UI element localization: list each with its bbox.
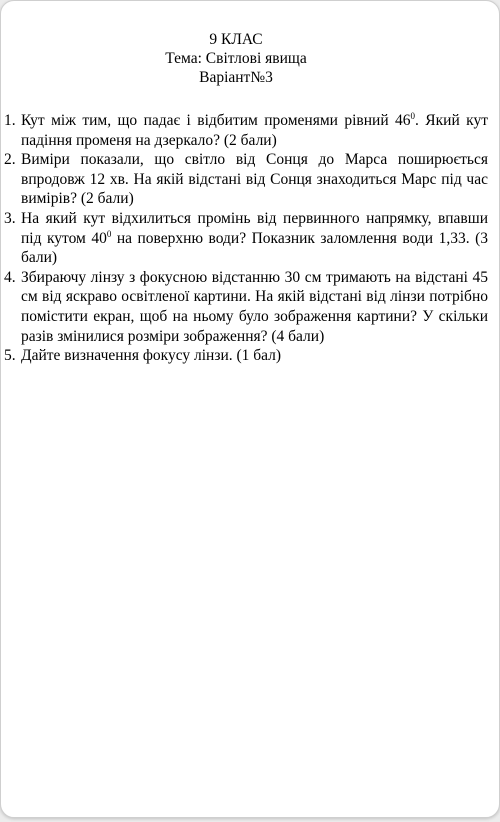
question-number: 2. xyxy=(4,151,16,169)
question-text-continued: на поверхню води? Показник заломлення води 1,33. (3 бали) xyxy=(21,229,488,267)
question-1 xyxy=(4,111,488,150)
variant-title: Варіант№3 xyxy=(199,69,273,86)
question-number: 3. xyxy=(4,209,16,227)
degree-superscript: 0 xyxy=(106,228,112,239)
question-number: 4. xyxy=(4,268,16,286)
worksheet-header xyxy=(1,30,471,87)
question-text-continued: . Який кут падіння променя на дзеркало? (2 бали) xyxy=(21,112,489,149)
question-text: Виміри показали, що світло від Сонця до Марса поширюється впродовж 12 хв. На якій відстані від Сонця знаходиться Марс під час вимірів? (2 бали) xyxy=(21,151,488,208)
question-2 xyxy=(4,150,488,209)
question-3 xyxy=(4,209,488,268)
question-4 xyxy=(4,268,488,346)
question-text: На який кут відхилиться промінь від первинного напрямку, впавши під кутом 40 xyxy=(21,209,488,247)
question-text: Кут між тим, що падає і відбитим променями рівний 46 xyxy=(21,112,411,129)
degree-superscript: 0 xyxy=(410,111,416,121)
question-text: Дайте визначення фокусу лінзи. (1 бал) xyxy=(21,347,282,365)
question-5 xyxy=(4,346,488,366)
question-text: Збираючу лінзу з фокусною відстанню 30 см тримають на відстані 45 см від яскраво освітленої картини. На якій відстані від лінзи потрібно помістити екран, щоб на ньому було зображення картини? У скільки разів змінилися розміри зображення? (4 бали) xyxy=(21,268,488,345)
question-number: 1. xyxy=(4,112,16,129)
grade-title: 9 КЛАС xyxy=(209,31,263,48)
topic-title: Тема: Світлові явища xyxy=(165,50,307,67)
question-list xyxy=(4,111,488,366)
question-number: 5. xyxy=(4,347,16,365)
